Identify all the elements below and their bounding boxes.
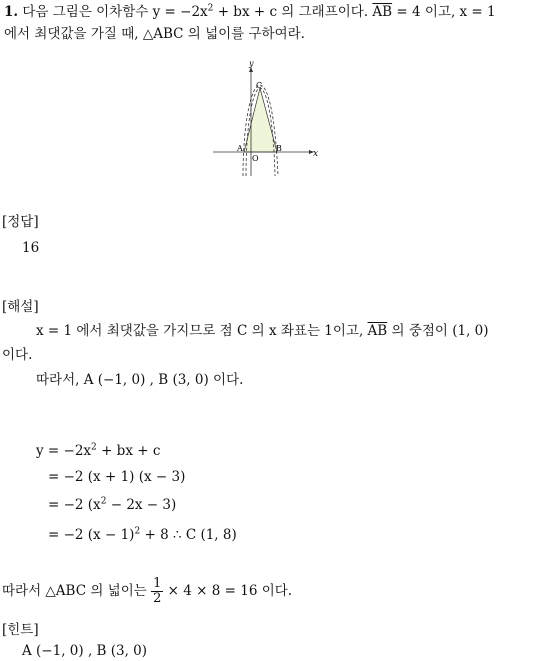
problem-number: 1.	[4, 4, 19, 20]
x-axis-label: x	[313, 149, 319, 159]
answer-heading: [정답]	[2, 214, 39, 230]
equation-1-a: y = −2x	[36, 443, 92, 459]
equation-1-exp: 2	[91, 442, 97, 453]
fraction-denominator: 2	[153, 591, 162, 606]
area-text-b: × 4 × 8 = 16 이다.	[163, 583, 293, 599]
point-a-label: A	[237, 144, 243, 153]
equation-1-b: + bx + c	[96, 443, 161, 459]
equation-4	[48, 525, 237, 545]
solution-heading: [해설]	[2, 299, 39, 315]
solution-line-3: 따라서, A (−1, 0) , B (3, 0) 이다.	[36, 372, 244, 388]
solution-text-b: 의 중점이 (1, 0)	[387, 323, 489, 339]
equation-2: = −2 (x + 1) (x − 3)	[48, 469, 186, 485]
equation-4-b: + 8 ∴ C (1, 8)	[140, 527, 237, 543]
problem-text-c: = 4 이고, x = 1	[392, 4, 496, 20]
area-line	[2, 574, 292, 608]
problem-line-1	[4, 2, 496, 22]
origin-label: O	[252, 154, 259, 163]
equation-3	[48, 495, 176, 515]
hint-text: A (−1, 0) , B (3, 0)	[22, 643, 148, 659]
area-text-a: 따라서 △ABC 의 넓이는	[2, 583, 152, 599]
problem-line-2: 에서 최댓값을 가질 때, △ABC 의 넓이를 구하여라.	[4, 26, 305, 42]
equation-3-exp: 2	[100, 496, 107, 507]
solution-line-2: 이다.	[2, 347, 33, 363]
solution-line-1	[36, 321, 489, 341]
parabola-graph	[205, 58, 325, 178]
fraction-numerator: 1	[153, 576, 162, 591]
fraction-one-half	[151, 577, 163, 606]
problem-segment: $\overline{AB}$	[372, 4, 393, 20]
vertex-label: C	[256, 81, 263, 90]
problem-exponent: 2	[207, 3, 214, 14]
equation-3-b: − 2x − 3)	[106, 497, 177, 513]
point-b-label: B	[276, 144, 282, 153]
answer-value: 16	[22, 240, 40, 256]
equation-4-exp: 2	[134, 526, 141, 537]
hint-heading: [힌트]	[2, 622, 39, 638]
solution-text-a: x = 1 에서 최댓값을 가지므로 점 C 의 x 좌표는 1이고,	[36, 323, 368, 339]
solution-segment: $\overline{AB}$	[367, 323, 388, 339]
problem-text-a: 다음 그림은 이차함수 y = −2x	[22, 4, 208, 20]
equation-1	[36, 441, 160, 461]
problem-text-b: + bx + c 의 그래프이다.	[213, 4, 373, 20]
equation-3-a: = −2 (x	[48, 497, 101, 513]
y-axis-label: y	[249, 59, 254, 68]
equation-4-a: = −2 (x − 1)	[48, 527, 135, 543]
